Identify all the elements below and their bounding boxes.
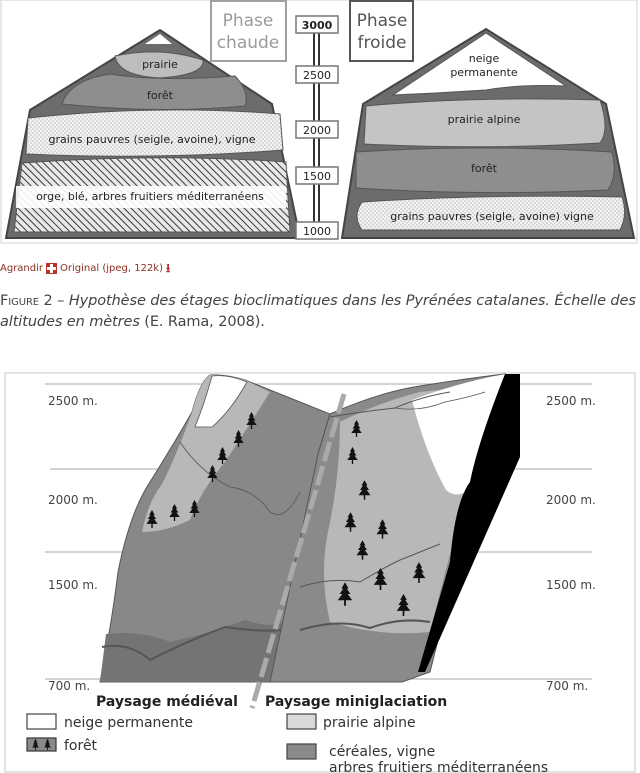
zone-label: orge, blé, arbres fruitiers méditerranéens [36, 190, 264, 203]
alpine-swatch [287, 714, 316, 729]
miniglaciation-label: Paysage miniglaciation [265, 694, 448, 710]
enlarge-link[interactable]: Agrandir [0, 262, 44, 274]
cereals-swatch [287, 744, 316, 759]
zone-label: neige [468, 52, 500, 65]
zone-label: permanente [450, 66, 518, 79]
figure-caption [0, 291, 640, 333]
zone-label: grains pauvres (seigle, avoine) vigne [390, 210, 594, 223]
scale-tick: 1500 [303, 170, 331, 183]
altitude-label: 700 m. [546, 679, 589, 693]
plus-icon[interactable] [46, 263, 57, 274]
image-links [0, 262, 170, 274]
caption-credit: (E. Rama, 2008). [139, 314, 265, 330]
legend-alpine: prairie alpine [323, 715, 416, 731]
svg-text:Phase: Phase [356, 11, 408, 31]
altitude-label: 2500 m. [48, 394, 98, 408]
altitude-label: 2000 m. [48, 493, 98, 507]
svg-text:Phase: Phase [222, 11, 274, 31]
scale-tick: 2500 [303, 69, 331, 82]
svg-text:froide: froide [357, 33, 407, 53]
forest-swatch-icon [27, 738, 56, 751]
legend-forest: forêt [64, 738, 98, 754]
scale-tick: 3000 [301, 19, 333, 32]
scale-tick: 1000 [303, 225, 331, 238]
svg-text:chaude: chaude [216, 33, 280, 53]
altitude-label: 1500 m. [546, 578, 596, 592]
medieval-label: Paysage médiéval [96, 694, 238, 710]
snow-swatch [27, 714, 56, 729]
zone-label: prairie alpine [447, 113, 521, 126]
legend-fruit-trees: arbres fruitiers méditerranéens [329, 760, 549, 773]
original-link[interactable]: Original (jpeg, 122k) [60, 262, 163, 274]
altitude-label: 700 m. [48, 679, 91, 693]
zone-label: grains pauvres (seigle, avoine), vigne [48, 133, 256, 146]
phase-froide-label [350, 1, 413, 61]
scale-tick: 2000 [303, 124, 331, 137]
zone-label: forêt [147, 89, 173, 102]
caption-label: Figure 2 [0, 293, 53, 309]
landscape-comparison-diagram [0, 372, 640, 773]
phase-chaude-label [211, 1, 286, 61]
zone-label: forêt [471, 162, 497, 175]
altitude-label: 2500 m. [546, 394, 596, 408]
caption-dash: – [52, 293, 69, 309]
altitude-label: 1500 m. [48, 578, 98, 592]
altitude-label: 2000 m. [546, 493, 596, 507]
caption-title: Hypothèse des étages bioclimatiques dans les Pyrénées catalanes. Échelle des altitudes en mètres [0, 293, 636, 330]
zone-label: prairie [142, 58, 178, 71]
legend-snow: neige permanente [64, 715, 194, 731]
download-icon[interactable]: ⭳ [166, 261, 171, 275]
legend-cereals: céréales, vigne [329, 744, 436, 760]
bioclimatic-zones-diagram [0, 0, 640, 245]
